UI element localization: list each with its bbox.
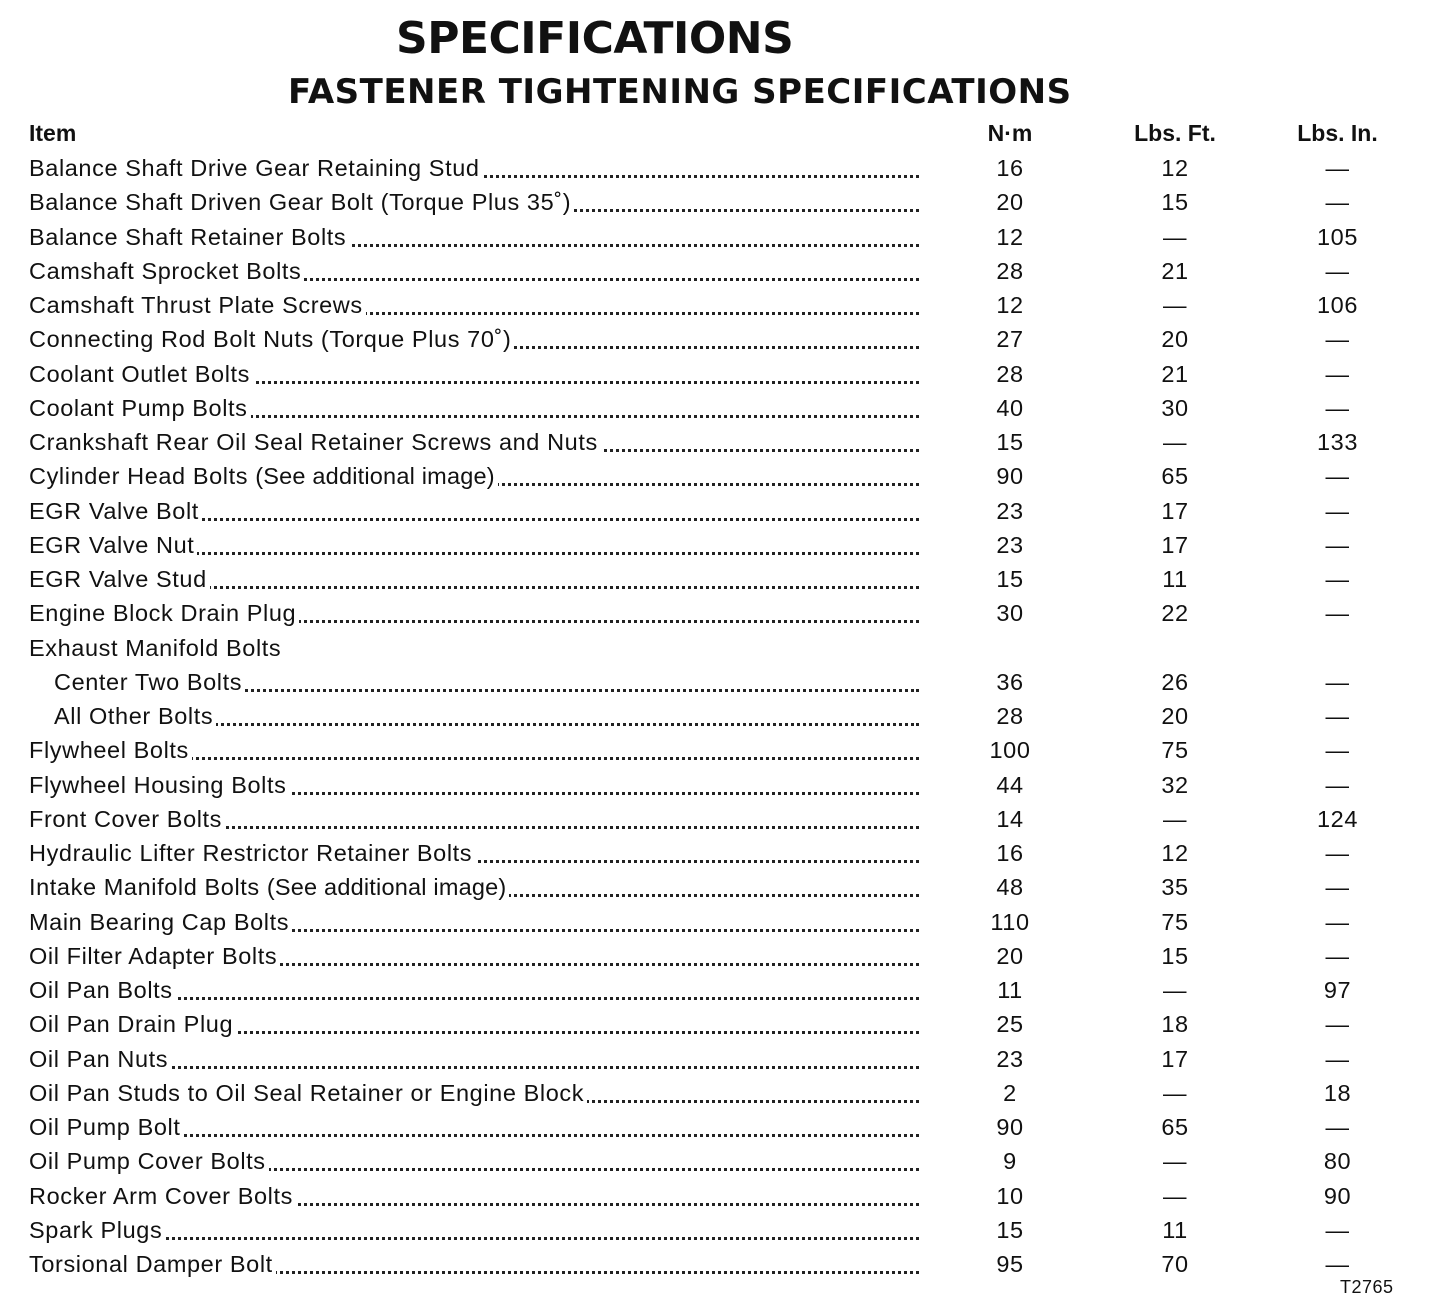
- item-label: Rocker Arm Cover Bolts: [29, 1182, 293, 1209]
- item-name: [29, 1114, 183, 1140]
- table-row: [0, 1110, 1440, 1144]
- item-label: Intake Manifold Bolts: [29, 874, 260, 901]
- table-row: [0, 357, 1440, 391]
- lbs-in-value: —: [1325, 394, 1350, 421]
- item-label: Exhaust Manifold Bolts: [29, 634, 282, 661]
- lbs-ft-value: [1110, 631, 1240, 665]
- item-label: Flywheel Bolts: [29, 737, 189, 764]
- item-label: Oil Pan Studs to Oil Seal Retainer or Engine Block: [29, 1079, 585, 1106]
- nm-value: 11: [997, 977, 1023, 1003]
- nm-value: 15: [996, 1216, 1024, 1243]
- table-row: [0, 425, 1440, 459]
- item-cell: [29, 528, 919, 562]
- item-name: [29, 1183, 296, 1209]
- item-label: Spark Plugs: [29, 1216, 163, 1243]
- nm-value: 30: [996, 600, 1024, 627]
- nm-value: 23: [996, 497, 1024, 524]
- nm-value: 14: [996, 805, 1024, 832]
- lbs-ft-value: —: [1162, 429, 1188, 455]
- lbs-ft-value: 20: [1161, 703, 1189, 729]
- item-label: Camshaft Thrust Plate Screws: [29, 292, 363, 318]
- column-header-item: Item: [29, 120, 77, 146]
- lbs-ft-value: 17: [1161, 1045, 1189, 1072]
- lbs-in-value: —: [1325, 531, 1350, 558]
- item-label: Crankshaft Rear Oil Seal Retainer Screws and Nuts: [29, 429, 598, 455]
- lbs-ft-value: 21: [1161, 257, 1189, 284]
- lbs-in-value: —: [1325, 874, 1350, 901]
- lbs-in-value: —: [1325, 703, 1350, 729]
- item-name: [29, 361, 253, 387]
- nm-value: 20: [996, 942, 1024, 969]
- item-label: Oil Filter Adapter Bolts: [29, 942, 278, 969]
- nm-value: 2: [1003, 1079, 1017, 1106]
- item-name: [29, 874, 509, 900]
- item-label: Balance Shaft Retainer Bolts: [29, 223, 347, 250]
- item-cell: [29, 802, 919, 836]
- table-row: [0, 973, 1440, 1007]
- item-label: Hydraulic Lifter Restrictor Retainer Bolts: [29, 840, 473, 866]
- table-row: [0, 151, 1440, 185]
- table-row: [0, 870, 1440, 904]
- lbs-in-value: —: [1325, 668, 1350, 695]
- item-cell: [29, 1247, 919, 1281]
- nm-value: 48: [996, 874, 1024, 901]
- lbs-ft-value: —: [1162, 1148, 1188, 1175]
- lbs-ft-value: 26: [1161, 668, 1189, 695]
- lbs-in-value: 106: [1316, 292, 1358, 318]
- item-cell: [29, 151, 919, 185]
- lbs-in-value: —: [1325, 737, 1350, 764]
- lbs-ft-value: 22: [1161, 600, 1189, 627]
- lbs-in-value: —: [1325, 1045, 1350, 1072]
- spec-table: [0, 151, 1440, 1281]
- nm-value: 23: [996, 531, 1024, 558]
- item-name: [29, 1251, 276, 1277]
- table-row: [0, 391, 1440, 425]
- item-name: [29, 1148, 269, 1174]
- table-row: [0, 254, 1440, 288]
- item-cell: [29, 220, 919, 254]
- table-row: [0, 905, 1440, 939]
- item-label: All Other Bolts: [54, 703, 214, 729]
- lbs-in-value: —: [1325, 840, 1350, 866]
- lbs-ft-value: —: [1162, 292, 1188, 318]
- page-title: SPECIFICATIONS: [396, 13, 794, 64]
- lbs-ft-value: —: [1162, 977, 1188, 1003]
- item-cell: [29, 494, 919, 528]
- nm-value: 15: [996, 566, 1024, 592]
- item-name: [29, 943, 280, 969]
- item-label: Oil Pan Drain Plug: [29, 1011, 234, 1038]
- lbs-ft-value: 65: [1161, 463, 1189, 490]
- table-row: [0, 459, 1440, 493]
- lbs-ft-value: 18: [1161, 1011, 1189, 1038]
- nm-value: 27: [996, 326, 1024, 353]
- nm-value: 44: [996, 771, 1024, 798]
- table-row: [0, 528, 1440, 562]
- table-row: [0, 1076, 1440, 1110]
- table-row: [0, 1042, 1440, 1076]
- item-label: Front Cover Bolts: [29, 805, 223, 832]
- nm-value: 40: [996, 394, 1024, 421]
- lbs-ft-value: 35: [1161, 874, 1189, 901]
- column-header-lbs-in: Lbs. In.: [1297, 120, 1378, 146]
- table-row: [0, 1213, 1440, 1247]
- lbs-ft-value: 65: [1161, 1114, 1189, 1140]
- lbs-in-value: 124: [1316, 805, 1358, 832]
- item-name: [54, 703, 216, 729]
- lbs-ft-value: 20: [1161, 326, 1189, 353]
- lbs-ft-value: —: [1162, 805, 1188, 832]
- item-cell: [29, 631, 919, 665]
- item-label: Main Bearing Cap Bolts: [29, 908, 290, 935]
- item-label: EGR Valve Bolt: [29, 497, 199, 524]
- lbs-in-value: —: [1325, 497, 1350, 524]
- table-row: [0, 288, 1440, 322]
- nm-value: 28: [996, 703, 1024, 729]
- item-cell: [29, 836, 919, 870]
- lbs-ft-value: —: [1162, 223, 1188, 250]
- lbs-in-value: —: [1325, 360, 1350, 387]
- table-row: [0, 1179, 1440, 1213]
- nm-value: 23: [996, 1045, 1024, 1072]
- item-label: Engine Block Drain Plug: [29, 600, 297, 627]
- item-label: EGR Valve Stud: [29, 566, 207, 592]
- item-cell: [29, 185, 919, 219]
- item-name: [29, 737, 192, 763]
- lbs-in-value: —: [1325, 600, 1350, 627]
- item-name: [29, 498, 202, 524]
- item-cell: [29, 1110, 919, 1144]
- lbs-ft-value: 12: [1161, 155, 1189, 181]
- item-cell: [29, 768, 919, 802]
- item-cell: [29, 322, 919, 356]
- lbs-in-value: 105: [1316, 223, 1358, 250]
- item-name: [29, 1011, 236, 1037]
- figure-code: T2765: [1340, 1277, 1394, 1297]
- item-name: [29, 600, 299, 626]
- item-label: EGR Valve Nut: [29, 531, 195, 558]
- item-cell: [29, 1144, 919, 1178]
- item-label: Oil Pump Cover Bolts: [29, 1148, 266, 1175]
- nm-value: 12: [996, 223, 1024, 250]
- table-row: [0, 733, 1440, 767]
- table-row: [0, 699, 1440, 733]
- lbs-ft-value: 15: [1161, 189, 1189, 216]
- nm-value: 36: [996, 668, 1024, 695]
- item-cell: [29, 425, 919, 459]
- nm-value: 90: [996, 1114, 1024, 1140]
- table-row: [0, 220, 1440, 254]
- item-note: (See additional image): [255, 463, 495, 490]
- item-cell: [29, 357, 919, 391]
- nm-value: 110: [990, 908, 1030, 935]
- item-cell: [54, 699, 919, 733]
- nm-value: 25: [996, 1011, 1024, 1038]
- nm-value: 28: [996, 360, 1024, 387]
- nm-value: 20: [996, 189, 1024, 216]
- lbs-ft-value: —: [1162, 1079, 1188, 1106]
- item-cell: [29, 391, 919, 425]
- nm-value: 16: [996, 840, 1024, 866]
- table-row: [0, 1007, 1440, 1041]
- item-name: [29, 1217, 165, 1243]
- item-label: Cylinder Head Bolts: [29, 463, 249, 490]
- item-name: [29, 977, 176, 1003]
- nm-value: 16: [996, 155, 1024, 181]
- item-name: [29, 395, 251, 421]
- lbs-in-value: —: [1325, 463, 1350, 490]
- item-name: [29, 1046, 171, 1072]
- nm-value: 12: [996, 292, 1024, 318]
- nm-value: [950, 631, 1070, 665]
- lbs-in-value: —: [1325, 566, 1350, 592]
- item-name: [29, 840, 475, 866]
- item-cell: [29, 733, 919, 767]
- item-name: [54, 669, 245, 695]
- item-label: Oil Pan Nuts: [29, 1045, 169, 1072]
- item-cell: [29, 288, 919, 322]
- lbs-in-value: [1275, 631, 1400, 665]
- page-subtitle: FASTENER TIGHTENING SPECIFICATIONS: [288, 72, 1072, 112]
- lbs-in-value: —: [1325, 1114, 1350, 1140]
- lbs-in-value: —: [1325, 326, 1350, 353]
- table-row: [0, 562, 1440, 596]
- lbs-ft-value: 11: [1162, 1216, 1188, 1243]
- lbs-in-value: —: [1325, 257, 1350, 284]
- lbs-in-value: —: [1325, 771, 1350, 798]
- table-row: [0, 836, 1440, 870]
- item-cell: [29, 1179, 919, 1213]
- lbs-ft-value: 11: [1162, 566, 1188, 592]
- lbs-in-value: —: [1325, 942, 1350, 969]
- item-label: Coolant Outlet Bolts: [29, 360, 250, 387]
- lbs-in-value: 80: [1323, 1148, 1352, 1175]
- lbs-ft-value: —: [1162, 1182, 1188, 1209]
- item-cell: [29, 459, 919, 493]
- item-cell: [29, 870, 919, 904]
- item-name: [29, 909, 292, 935]
- nm-value: 15: [996, 429, 1024, 455]
- table-row: [0, 494, 1440, 528]
- item-cell: [54, 665, 919, 699]
- item-cell: [29, 939, 919, 973]
- lbs-ft-value: 15: [1161, 942, 1189, 969]
- lbs-ft-value: 32: [1161, 771, 1189, 798]
- item-label: Connecting Rod Bolt Nuts (Torque Plus 70˚): [29, 326, 512, 353]
- lbs-in-value: —: [1325, 189, 1350, 216]
- item-label: Coolant Pump Bolts: [29, 394, 248, 421]
- item-cell: [29, 596, 919, 630]
- lbs-in-value: 97: [1323, 977, 1352, 1003]
- lbs-ft-value: 75: [1161, 737, 1189, 764]
- item-name: [29, 189, 574, 215]
- lbs-in-value: 90: [1323, 1182, 1352, 1209]
- item-cell: [29, 1076, 919, 1110]
- lbs-ft-value: 70: [1161, 1251, 1189, 1277]
- table-row: [0, 939, 1440, 973]
- item-name: [29, 806, 225, 832]
- table-row: [0, 768, 1440, 802]
- item-label: Balance Shaft Drive Gear Retaining Stud: [29, 155, 480, 181]
- lbs-ft-value: 12: [1161, 840, 1189, 866]
- item-cell: [29, 254, 919, 288]
- table-row: [0, 596, 1440, 630]
- item-name: [29, 292, 366, 318]
- table-row: [0, 665, 1440, 699]
- item-note: (See additional image): [266, 874, 507, 901]
- lbs-ft-value: 75: [1161, 908, 1189, 935]
- item-label: Oil Pump Bolt: [29, 1114, 181, 1140]
- item-name: [29, 532, 197, 558]
- item-name: [29, 429, 601, 455]
- item-label: Center Two Bolts: [54, 668, 243, 695]
- nm-value: 95: [996, 1251, 1024, 1277]
- item-label: Balance Shaft Driven Gear Bolt (Torque Plus 35˚): [29, 189, 572, 216]
- item-name: [29, 635, 284, 661]
- nm-value: 28: [996, 257, 1024, 284]
- table-row: [0, 1247, 1440, 1281]
- item-cell: [29, 562, 919, 596]
- item-cell: [29, 1007, 919, 1041]
- nm-value: 100: [989, 737, 1031, 764]
- table-row: [0, 1144, 1440, 1178]
- item-name: [29, 463, 498, 489]
- item-label: Torsional Damper Bolt: [29, 1251, 273, 1277]
- lbs-in-value: —: [1325, 1011, 1350, 1038]
- column-header-nm: N·m: [987, 120, 1033, 146]
- item-label: Flywheel Housing Bolts: [29, 771, 287, 798]
- lbs-in-value: —: [1325, 1216, 1350, 1243]
- lbs-ft-value: 17: [1161, 497, 1189, 524]
- item-name: [29, 772, 289, 798]
- item-name: [29, 1080, 587, 1106]
- lbs-ft-value: 30: [1161, 394, 1189, 421]
- table-row: [0, 185, 1440, 219]
- lbs-ft-value: 17: [1161, 531, 1189, 558]
- nm-value: 9: [1003, 1148, 1017, 1175]
- item-cell: [29, 973, 919, 1007]
- lbs-ft-value: 21: [1161, 360, 1189, 387]
- item-name: [29, 326, 514, 352]
- item-name: [29, 224, 349, 250]
- item-label: Oil Pan Bolts: [29, 977, 173, 1003]
- item-cell: [29, 1213, 919, 1247]
- lbs-in-value: —: [1325, 908, 1350, 935]
- lbs-in-value: 18: [1323, 1079, 1352, 1106]
- item-cell: [29, 905, 919, 939]
- item-name: [29, 566, 210, 592]
- nm-value: 10: [996, 1182, 1024, 1209]
- lbs-in-value: 133: [1316, 429, 1358, 455]
- lbs-in-value: —: [1325, 155, 1350, 181]
- item-name: [29, 258, 304, 284]
- table-row: [0, 802, 1440, 836]
- column-header-lbs-ft: Lbs. Ft.: [1134, 120, 1216, 146]
- nm-value: 90: [996, 463, 1024, 490]
- lbs-in-value: —: [1325, 1251, 1350, 1277]
- item-label: Camshaft Sprocket Bolts: [29, 257, 302, 284]
- table-group-heading: [0, 631, 1440, 665]
- item-cell: [29, 1042, 919, 1076]
- item-name: [29, 155, 483, 181]
- table-row: [0, 322, 1440, 356]
